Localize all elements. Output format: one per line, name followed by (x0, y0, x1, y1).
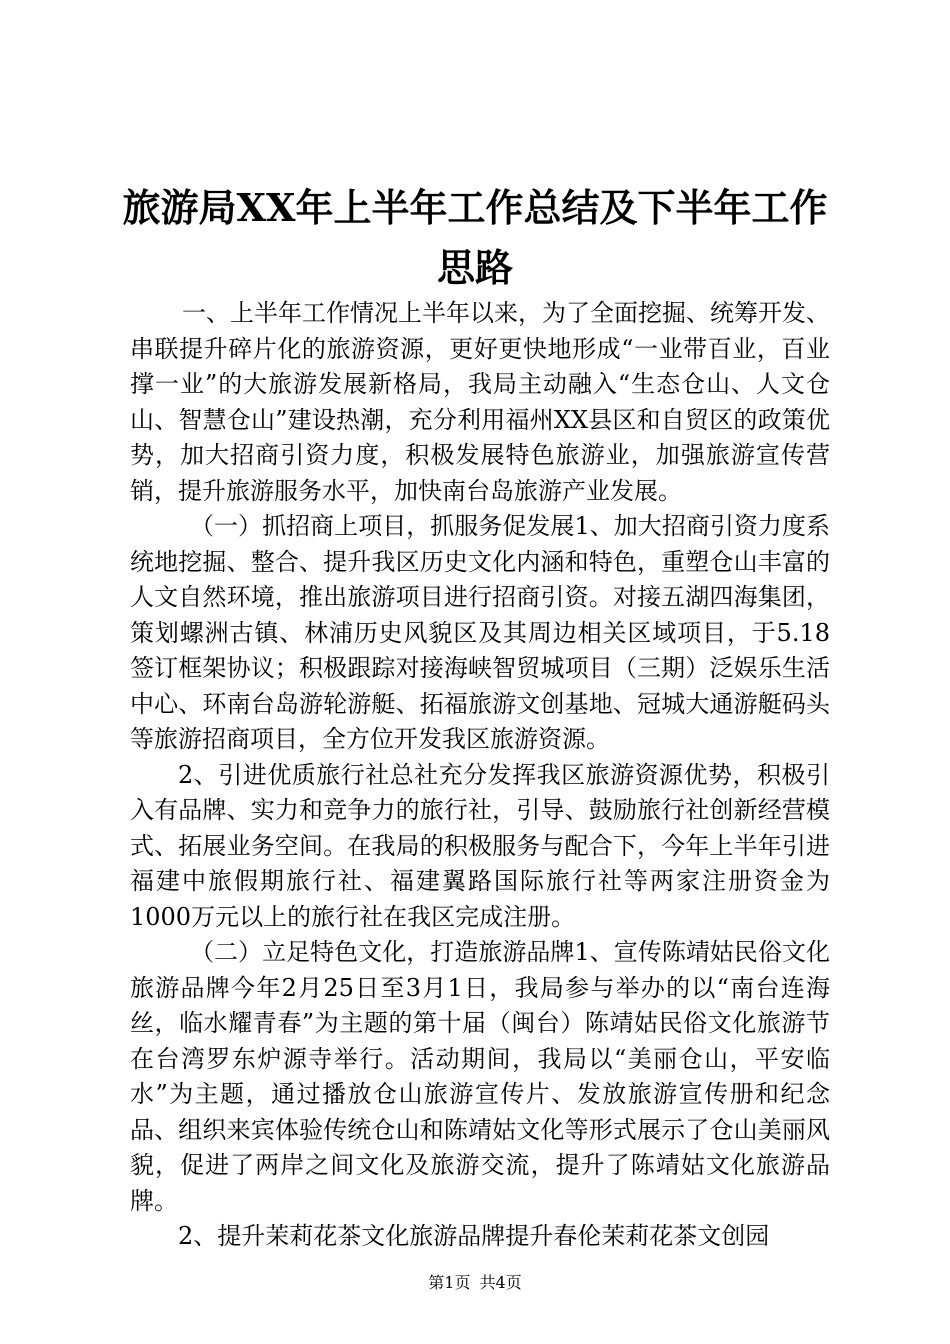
paragraph: （一）抓招商上项目，抓服务促发展1、加大招商引资力度系统地挖掘、整合、提升我区历史文化内涵和特色，重塑仓山丰富的人文自然环境，推出旅游项目进行招商引资。对接五湖四海集团，策划螺洲古镇、林浦历史风貌区及其周边相关区域项目，于5.18签订框架协议；积极跟踪对接海峡智贸城项目（三期）泛娱乐生活中心、环南台岛游轮游艇、拓福旅游文创基地、冠城大通游艇码头等旅游招商项目，全方位开发我区旅游资源。 (130, 512, 830, 753)
page-number: 第1页 (428, 1273, 471, 1292)
paragraph: 2、提升茉莉花茶文化旅游品牌提升春伦茉莉花茶文创园 (178, 1222, 770, 1250)
page-footer (0, 1270, 950, 1293)
paragraph: 一、上半年工作情况上半年以来，为了全面挖掘、统筹开发、串联提升碎片化的旅游资源，更好更快地形成“一业带百业，百业撑一业”的大旅游发展新格局，我局主动融入“生态仓山、人文仓山、智慧仓山”建设热潮，充分利用福州XX县区和自贸区的政策优势，加大招商引资力度，积极发展特色旅游业，加强旅游宣传营销，提升旅游服务水平，加快南台岛旅游产业发展。 (130, 299, 830, 505)
paragraph: （二）立足特色文化，打造旅游品牌1、宣传陈靖姑民俗文化旅游品牌今年2月25日至3月1日，我局参与举办的以“南台连海丝，临水耀青春”为主题的第十届（闽台）陈靖姑民俗文化旅游节在台湾罗东炉源寺举行。活动期间，我局以“美丽仓山，平安临水”为主题，通过播放仓山旅游宣传片、发放旅游宣传册和纪念品、组织来宾体验传统仓山和陈靖姑文化等形式展示了仓山美丽风貌，促进了两岸之间文化及旅游交流，提升了陈靖姑文化旅游品牌。 (130, 938, 830, 1215)
paragraph: 2、引进优质旅行社总社充分发挥我区旅游资源优势，积极引入有品牌、实力和竞争力的旅行社，引导、鼓励旅行社创新经营模式、拓展业务空间。在我局的积极服务与配合下，今年上半年引进福建中旅假期旅行社、福建翼路国际旅行社等两家注册资金为1000万元以上的旅行社在我区完成注册。 (130, 760, 830, 931)
document-body (130, 296, 830, 1255)
document-title: 旅游局XX年上半年工作总结及下半年工作思路 (122, 185, 828, 290)
page-total: 共4页 (479, 1273, 522, 1292)
